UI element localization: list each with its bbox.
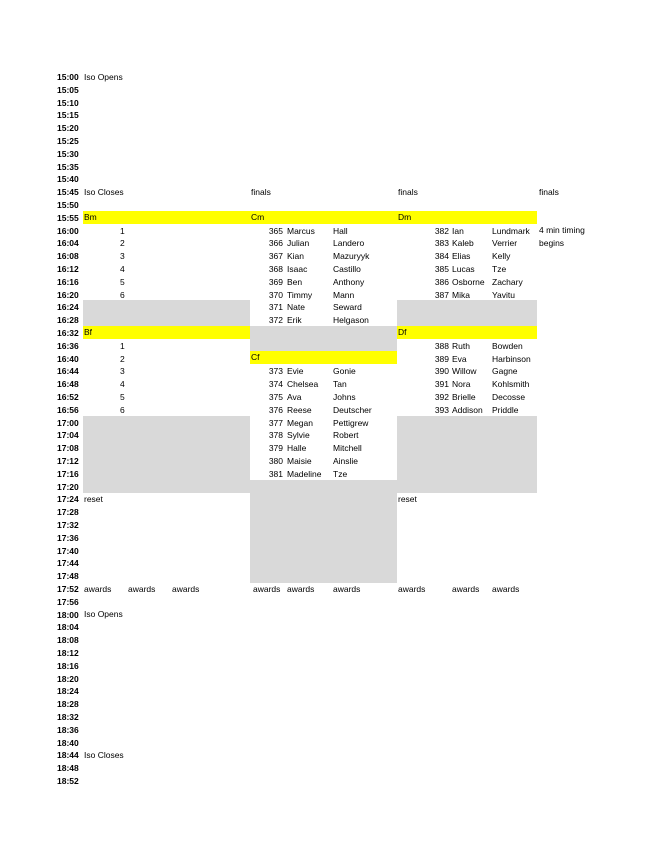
time-cell: 15:35	[57, 161, 79, 172]
d-entry-number: 382	[434, 225, 449, 236]
time-cell: 15:00	[57, 72, 79, 82]
iso-closes-note-2: Iso Closes	[84, 750, 124, 760]
d-entry-last-name: Harbinson	[492, 353, 531, 364]
c-entry-first-name: Isaac	[287, 264, 308, 274]
c-entry-number: 365	[268, 225, 283, 236]
time-cell: 16:40	[57, 353, 79, 364]
group-label-cf: Cf	[251, 352, 260, 362]
time-cell: 18:12	[57, 648, 79, 658]
c-entry-last-name: Mitchell	[333, 443, 362, 454]
group-label-cm: Cm	[251, 212, 265, 222]
time-cell: 17:44	[57, 558, 79, 569]
d-entry-first-name: Mika	[452, 289, 470, 300]
group-label-bm: Bm	[84, 212, 97, 222]
time-cell: 17:28	[57, 507, 79, 518]
c-entry-last-name: Johns	[333, 392, 356, 402]
time-cell: 18:00	[57, 609, 79, 620]
awards-6: awards	[333, 584, 361, 594]
c-entry-last-name: Anthony	[333, 276, 365, 287]
d-entry-last-name: Zachary	[492, 276, 523, 287]
group-label-bf: Bf	[84, 327, 93, 337]
time-cell: 17:52	[57, 584, 79, 594]
d-entry-last-name: Lundmark	[492, 225, 530, 236]
b-number-cell: 4	[120, 379, 125, 390]
time-cell: 18:04	[57, 622, 79, 633]
c-entry-last-name: Robert	[333, 430, 359, 441]
time-cell: 17:04	[57, 430, 79, 441]
c-entry-first-name: Madeline	[287, 468, 322, 479]
time-cell: 18:44	[57, 750, 79, 761]
c-entry-last-name: Pettigrew	[333, 417, 369, 428]
c-entry-number: 368	[268, 264, 283, 274]
iso-opens-note-2: Iso Opens	[84, 609, 123, 619]
d-entry-first-name: Kaleb	[452, 238, 474, 249]
group-label-df: Df	[398, 327, 407, 337]
b-number-cell: 6	[120, 404, 125, 415]
blocked-b-1	[83, 300, 250, 326]
c-entry-last-name: Deutscher	[333, 404, 372, 415]
time-cell: 16:32	[57, 328, 79, 338]
c-entry-first-name: Halle	[287, 443, 307, 454]
time-cell: 17:12	[57, 456, 79, 466]
time-cell: 16:04	[57, 238, 79, 249]
header-band-cf	[250, 351, 397, 364]
c-entry-first-name: Timmy	[287, 289, 313, 300]
reset-note-b: reset	[84, 494, 103, 504]
b-number-cell: 1	[120, 225, 125, 236]
c-entry-number: 374	[268, 379, 283, 390]
c-entry-number: 381	[268, 468, 283, 479]
awards-2: awards	[128, 584, 156, 594]
time-cell: 18:28	[57, 699, 79, 710]
d-entry-first-name: Elias	[452, 251, 471, 262]
time-cell: 17:16	[57, 468, 79, 479]
c-entry-first-name: Marcus	[287, 225, 315, 236]
d-entry-number: 383	[434, 238, 449, 249]
c-entry-last-name: Castillo	[333, 264, 361, 274]
b-number-cell: 4	[120, 264, 125, 274]
iso-closes-note: Iso Closes	[84, 187, 124, 197]
d-entry-last-name: Tze	[492, 264, 507, 274]
d-entry-number: 389	[434, 353, 449, 364]
c-entry-last-name: Helgason	[333, 315, 369, 326]
d-entry-last-name: Decosse	[492, 392, 526, 402]
time-cell: 16:12	[57, 264, 79, 274]
time-cell: 18:08	[57, 635, 79, 646]
c-entry-last-name: Mazuryyk	[333, 251, 370, 262]
d-entry-number: 388	[434, 340, 449, 351]
header-band-row-15-55	[83, 211, 537, 224]
c-entry-last-name: Gonie	[333, 366, 356, 377]
c-entry-first-name: Reese	[287, 404, 312, 415]
c-entry-number: 375	[268, 392, 283, 402]
d-entry-last-name: Verrier	[492, 238, 518, 249]
d-entry-last-name: Kelly	[492, 251, 511, 262]
awards-1: awards	[84, 584, 112, 594]
b-number-cell: 1	[120, 340, 125, 351]
awards-9: awards	[492, 584, 520, 594]
time-cell: 15:30	[57, 148, 79, 159]
c-entry-number: 379	[268, 443, 283, 454]
blocked-c-1	[250, 326, 397, 351]
blocked-d-2	[397, 416, 537, 493]
c-entry-first-name: Ben	[287, 276, 303, 287]
c-entry-number: 371	[268, 302, 283, 313]
d-entry-last-name: Kohlsmith	[492, 379, 530, 390]
time-cell: 16:44	[57, 366, 79, 377]
time-cell: 17:32	[57, 520, 79, 530]
time-cell: 17:36	[57, 532, 79, 543]
time-cell: 15:50	[57, 200, 79, 210]
time-cell: 16:28	[57, 315, 79, 326]
time-cell: 18:20	[57, 673, 79, 684]
d-entry-number: 384	[434, 251, 449, 262]
c-entry-first-name: Nate	[287, 302, 305, 313]
time-cell: 18:40	[57, 737, 79, 748]
time-cell: 15:45	[57, 187, 79, 198]
d-entry-number: 386	[434, 276, 449, 287]
d-entry-last-name: Yavitu	[492, 289, 515, 300]
time-cell: 17:20	[57, 481, 79, 492]
c-entry-number: 377	[268, 417, 283, 428]
d-entry-first-name: Ruth	[452, 340, 470, 351]
time-cell: 18:24	[57, 686, 79, 697]
time-cell: 17:40	[57, 545, 79, 556]
time-cell: 16:24	[57, 302, 79, 313]
c-entry-last-name: Ainslie	[333, 456, 359, 466]
d-entry-number: 390	[434, 366, 449, 377]
c-entry-number: 369	[268, 276, 283, 287]
time-cell: 15:05	[57, 84, 79, 95]
b-number-cell: 6	[120, 289, 125, 300]
finals-label-d: finals	[398, 187, 418, 197]
d-entry-last-name: Gagne	[492, 366, 518, 377]
c-entry-first-name: Sylvie	[287, 430, 310, 441]
blocked-b-2	[83, 416, 250, 493]
d-entry-first-name: Willow	[452, 366, 477, 377]
time-cell: 16:00	[57, 225, 79, 236]
d-entry-last-name: Priddle	[492, 404, 519, 415]
c-entry-number: 376	[268, 404, 283, 415]
awards-3: awards	[172, 584, 200, 594]
time-cell: 16:36	[57, 340, 79, 351]
c-entry-number: 373	[268, 366, 283, 377]
timing-note-2: begins	[539, 238, 565, 248]
b-number-cell: 5	[120, 392, 125, 402]
b-number-cell: 5	[120, 276, 125, 287]
time-cell: 16:52	[57, 392, 79, 402]
c-entry-first-name: Kian	[287, 251, 305, 262]
b-number-cell: 2	[120, 238, 125, 249]
blocked-c-2	[250, 480, 397, 583]
d-entry-first-name: Ian	[452, 225, 464, 236]
c-entry-number: 378	[268, 430, 283, 441]
d-entry-first-name: Osborne	[452, 276, 485, 287]
timing-note-1: 4 min timing	[539, 225, 585, 235]
awards-4: awards	[253, 584, 281, 594]
time-cell: 18:36	[57, 724, 79, 735]
time-cell: 15:20	[57, 123, 79, 134]
time-cell: 15:10	[57, 97, 79, 108]
c-entry-first-name: Maisie	[287, 456, 312, 466]
c-entry-number: 367	[268, 251, 283, 262]
c-entry-last-name: Mann	[333, 289, 355, 300]
b-number-cell: 2	[120, 353, 125, 364]
time-cell: 18:52	[57, 776, 79, 786]
awards-8: awards	[452, 584, 480, 594]
d-entry-number: 385	[434, 264, 449, 274]
d-entry-last-name: Bowden	[492, 340, 523, 351]
time-cell: 15:40	[57, 174, 79, 185]
blocked-d-1	[397, 300, 537, 326]
c-entry-last-name: Tan	[333, 379, 347, 390]
c-entry-last-name: Seward	[333, 302, 362, 313]
time-cell: 18:48	[57, 763, 79, 774]
c-entry-first-name: Ava	[287, 392, 302, 402]
time-cell: 17:48	[57, 571, 79, 582]
reset-note-d: reset	[398, 494, 417, 504]
b-number-cell: 3	[120, 366, 125, 377]
c-entry-first-name: Evie	[287, 366, 304, 377]
c-entry-first-name: Chelsea	[287, 379, 319, 390]
c-entry-number: 380	[268, 456, 283, 466]
finals-label-c: finals	[251, 187, 271, 197]
time-cell: 16:08	[57, 251, 79, 262]
c-entry-last-name: Landero	[333, 238, 365, 249]
d-entry-number: 393	[434, 404, 449, 415]
time-cell: 17:24	[57, 494, 79, 505]
time-cell: 18:32	[57, 712, 79, 722]
c-entry-number: 366	[268, 238, 283, 249]
time-cell: 16:20	[57, 289, 79, 300]
d-entry-first-name: Nora	[452, 379, 471, 390]
time-cell: 16:16	[57, 276, 79, 287]
c-entry-last-name: Tze	[333, 468, 348, 479]
d-entry-number: 391	[434, 379, 449, 390]
time-cell: 15:55	[57, 212, 79, 223]
c-entry-number: 370	[268, 289, 283, 300]
time-cell: 15:25	[57, 136, 79, 146]
d-entry-first-name: Lucas	[452, 264, 475, 274]
awards-5: awards	[287, 584, 315, 594]
c-entry-number: 372	[268, 315, 283, 326]
time-cell: 17:08	[57, 443, 79, 454]
awards-7: awards	[398, 584, 426, 594]
c-entry-first-name: Erik	[287, 315, 302, 326]
time-cell: 17:00	[57, 417, 79, 428]
d-entry-first-name: Brielle	[452, 392, 476, 402]
time-cell: 17:56	[57, 596, 79, 607]
d-entry-first-name: Addison	[452, 404, 483, 415]
d-entry-number: 392	[434, 392, 449, 402]
time-cell: 16:56	[57, 404, 79, 415]
group-label-dm: Dm	[398, 212, 412, 222]
b-number-cell: 3	[120, 251, 125, 262]
c-entry-last-name: Hall	[333, 225, 348, 236]
finals-label-e: finals	[539, 187, 559, 197]
time-cell: 15:15	[57, 110, 79, 121]
c-entry-first-name: Julian	[287, 238, 310, 249]
d-entry-number: 387	[434, 289, 449, 300]
time-cell: 18:16	[57, 660, 79, 671]
c-entry-first-name: Megan	[287, 417, 313, 428]
iso-opens-note: Iso Opens	[84, 72, 123, 82]
d-entry-first-name: Eva	[452, 353, 467, 364]
time-cell: 16:48	[57, 379, 79, 390]
